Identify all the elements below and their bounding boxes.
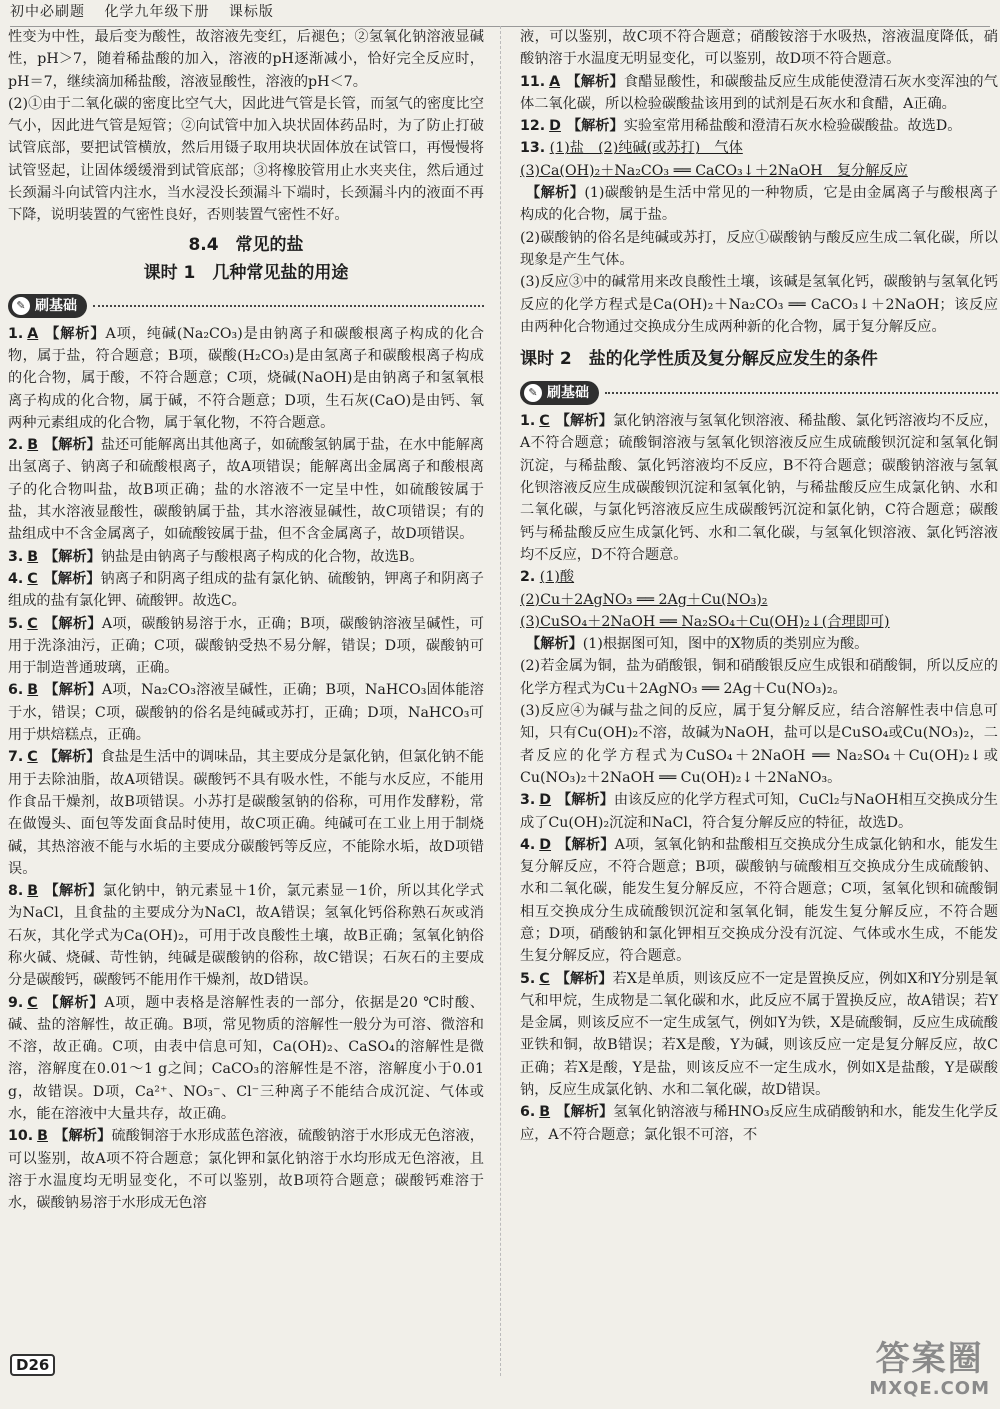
answer-letter: D	[549, 118, 561, 135]
analysis-tag: 【解析】	[44, 883, 103, 900]
answer-list	[520, 410, 998, 566]
analysis-tag: 【解析】	[566, 73, 624, 90]
answer-line: (3)CuSO₄＋2NaOH ══ Na₂SO₄＋Cu(OH)₂↓(合理即可)	[520, 613, 890, 630]
analysis-text: 氢氧化钠溶液与稀HNO₃反应生成硝酸钠和水，能发生化学反应，A不符合题意；氯化银不可溶，不	[520, 1104, 998, 1143]
answer-line: (2)Cu＋2AgNO₃ ══ 2Ag＋Cu(NO₃)₂	[520, 591, 768, 608]
analysis-tag: 【解析】	[43, 749, 101, 766]
answer-item	[520, 789, 998, 834]
question-number: 13.	[520, 140, 546, 157]
analysis-tag: 【解析】	[526, 636, 583, 653]
analysis-text: 盐还可能解离出其他离子，如硫酸氢钠属于盐，在水中能解离出氢离子、钠离子和硫酸根离子，故A项错误；能解离出金属离子和酸根离子的化合物叫盐，故B项正确；盐的水溶液不一定呈中性，如硫酸铵属于盐，其水溶液显酸性，碳酸钠属于盐，其水溶液显碱性，故C项错误；有的盐组成中不含金属离子，如硫酸铵属于盐，但不含金属离子，故D项错误。	[8, 437, 484, 543]
question-number: 7.	[8, 749, 24, 766]
pencil-icon: ✎	[12, 297, 30, 315]
answer-item	[8, 323, 484, 434]
analysis-text: (3)反应③中的碱常用来改良酸性土壤，该碱是氢氧化钙，碳酸钠与氢氧化钙反应的化学方程式是Ca(OH)₂＋Na₂CO₃ ══ CaCO₃↓＋2NaOH；该反应由两种化合物通过交换成分生成两种新的化合物，属于复分解反应。	[520, 274, 998, 335]
answer-item	[520, 115, 998, 137]
lesson-title: 课时 2 盐的化学性质及复分解反应发生的条件	[520, 349, 878, 370]
question-number: 3.	[8, 548, 24, 565]
answer-letter: C	[27, 615, 38, 632]
answer-item	[520, 1101, 998, 1146]
answer-item	[8, 880, 484, 991]
intro-paragraph: 性变为中性，最后变为酸性，故溶液先变红，后褪色；②氢氧化钠溶液显碱性，pH＞7，随着稀盐酸的加入，溶液的pH逐渐减小，恰好完全反应时，pH＝7，继续滴加稀盐酸，溶液显酸性，溶液的pH＜7。	[8, 29, 484, 90]
answer-item	[8, 1125, 484, 1214]
question-number: 1.	[520, 413, 536, 430]
answer-letter: C	[27, 570, 38, 587]
analysis-tag: 【解析】	[566, 118, 624, 135]
answer-list	[520, 789, 998, 1146]
answer-list	[520, 71, 998, 138]
analysis-text: 若X是单质，则该反应不一定是置换反应，例如X和Y分别是氧气和甲烷，生成物是二氧化碳和水，此反应不属于置换反应，故A错误；若Y是金属，则该反应不一定生成氢气，例如Y为铁，X是硫酸铜，反应生成硫酸亚铁和铜，故B错误；若X是酸，Y为碱，则该反应一定是复分解反应，故C正确；若X是酸，Y是盐，则该反应不一定生成水，例如X是盐酸，Y是碳酸钠，反应生成氯化钠、水和二氧化碳，故D错误。	[520, 970, 998, 1099]
question-number: 2.	[520, 569, 536, 586]
page-header	[10, 0, 990, 27]
answer-item	[8, 679, 484, 746]
analysis-text: A项，碳酸钠易溶于水，正确；B项，碳酸钠溶液呈碱性，可用于洗涤油污，正确；C项，碳酸钠受热不易分解，错误；D项，碳酸钠可用于制造普通玻璃，正确。	[8, 615, 484, 677]
analysis-tag: 【解析】	[43, 570, 101, 587]
answer-item	[8, 746, 484, 880]
answer-item	[8, 568, 484, 613]
intro-paragraph: 液，可以鉴别，故C项不符合题意；硝酸铵溶于水吸热，溶液温度降低，硝酸钠溶于水温度无明显变化，可以鉴别，故D项不符合题意。	[520, 29, 998, 68]
answer-letter: C	[27, 749, 38, 766]
practice-badge-row	[8, 291, 484, 321]
analysis-text: 硫酸铜溶于水形成蓝色溶液，硫酸钠溶于水形成无色溶液，可以鉴别，故A项不符合题意；氯化钾和氯化钠溶于水均形成无色溶液，且溶于水温度均无明显变化，不可以鉴别，故B项符合题意；碳酸钙难溶于水，碳酸钠易溶于水形成无色溶	[8, 1128, 484, 1212]
page-number: D26	[10, 1354, 55, 1376]
watermark-text: 答案圈	[875, 1339, 984, 1379]
dotted-rule	[605, 392, 998, 394]
question-number: 4.	[520, 836, 536, 853]
answer-letter: B	[37, 1128, 48, 1145]
analysis-text: (3)反应④为碱与盐之间的反应，属于复分解反应，结合溶解性表中信息可知，只有Cu(OH)₂不溶，故碱为NaOH，盐可以是CuSO₄或Cu(NO₃)₂，二者反应的化学方程式为CuSO₄＋2NaOH ══ Na₂SO₄＋Cu(OH)₂↓或Cu(NO₃)₂＋2NaOH ══ Cu(OH)₂↓＋2NaNO₃。	[520, 703, 998, 786]
column-divider	[500, 26, 501, 1376]
dotted-rule	[93, 305, 484, 307]
left-column	[8, 26, 484, 1215]
badge-label: 刷基础	[547, 385, 589, 401]
answer-letter: C	[539, 970, 550, 987]
answer-letter: B	[539, 1104, 551, 1121]
analysis-tag: 【解析】	[44, 437, 101, 454]
answer-item	[8, 613, 484, 680]
question-number: 11.	[520, 73, 546, 90]
practice-badge-row	[520, 378, 998, 408]
analysis-text: (1)碳酸钠是生活中常见的一种物质，它是由金属离子与酸根离子构成的化合物，属于盐。	[520, 185, 998, 224]
analysis-text: 食盐是生活中的调味品，其主要成分是氯化钠，但氯化钠不能用于去除油脂，故A项错误。碳酸钙不具有吸水性，不能与水反应，不能用作食品干燥剂，故B项错误。小苏打是碳酸氢钠的俗称，可用作发酵粉，常在做馒头、面包等发面食品时使用，故C项正确。纯碱可在工业上用于制烧碱，其热溶液不能与水垢的主要成分碳酸钙等反应，不能除水垢，故D项错误。	[8, 749, 484, 877]
answer-letter: D	[539, 792, 552, 809]
analysis-text: 氯化钠中，钠元素显＋1价，氯元素显－1价，所以其化学式为NaCl，且食盐的主要成分为NaCl，故A错误；氢氧化钙俗称熟石灰或消石灰，其化学式为Ca(OH)₂，可用于改良酸性土壤，故B正确；氢氧化钠俗称火碱、烧碱、苛性钠，纯碱是碳酸钠的俗称，故C错误；石灰石的主要成分是碳酸钙，碳酸钙不能用作干燥剂，故D错误。	[8, 883, 484, 989]
question-number: 2.	[8, 437, 24, 454]
lesson-title: 课时 1 几种常见盐的用途	[143, 262, 349, 283]
analysis-text: (2)碳酸钠的俗名是纯碱或苏打，反应①碳酸钠与酸反应生成二氧化碳，所以现象是产生气体。	[520, 229, 998, 268]
answer-item	[520, 834, 998, 968]
question-number: 1.	[8, 325, 24, 342]
badge-label: 刷基础	[35, 297, 77, 314]
question-number: 10.	[8, 1128, 34, 1145]
answer-line: (1)盐 (2)纯碱(或苏打) 气体	[549, 140, 743, 157]
analysis-text: A项，纯碱(Na₂CO₃)是由钠离子和碳酸根离子构成的化合物，属于盐，符合题意；B项，碳酸(H₂CO₃)是由氢离子和碳酸根离子构成的化合物，属于酸，不符合题意；C项，烧碱(NaOH)是由钠离子和氢氧根离子构成的化合物，属于碱，不符合题意；D项，生石灰(CaO)是由钙、氧两种元素组成的化合物，属于氧化物，不符合题意。	[8, 325, 484, 431]
question-number: 6.	[8, 682, 24, 699]
analysis-text: A项，题中表格是溶解性表的一部分，依据是20 ℃时酸、碱、盐的溶解性，故正确。B项，常见物质的溶解性一般分为可溶、微溶和不溶，故正确。C项，由表中信息可知，Ca(OH)₂、CaSO₄的溶解性是微溶，溶解度在0.01～1 g之间；CaCO₃的溶解性是不溶，溶解度小于0.01 g，故错误。D项，Ca²⁺、NO₃⁻、Cl⁻三种离子不能结合成沉淀、气体或水，能在溶液中大量共存，故正确。	[8, 994, 484, 1123]
analysis-tag: 【解析】	[526, 185, 585, 202]
analysis-text: 由该反应的化学方程式可知，CuCl₂与NaOH相互交换成分生成了Cu(OH)₂沉淀和NaCl，符合复分解反应的特征，故选D。	[520, 792, 998, 831]
answer-item-13	[520, 137, 998, 338]
section-title: 8.4 常见的盐	[188, 234, 304, 255]
question-number: 5.	[520, 970, 536, 987]
answer-line: (1)酸	[539, 569, 575, 586]
answer-letter: B	[27, 682, 39, 699]
intro-paragraph: (2)①由于二氧化碳的密度比空气大，因此进气管是长管，而氢气的密度比空气小，因此进气管是短管；②向试管中加入块状固体药品时，为了防止打破试管底部，要把试管横放，然后用镊子取用块状固体放在试管口，再慢慢将试管竖起，让固体缓缓滑到试管底部；③将橡胶管用止水夹夹住，然后通过长颈漏斗向试管内注水，当水浸没长颈漏斗下端时，长颈漏斗内的液面不再下降，说明装置的气密性良好，否则装置气密性不好。	[8, 95, 484, 224]
analysis-tag: 【解析】	[557, 792, 614, 809]
answer-letter: B	[27, 883, 39, 900]
analysis-text: (2)若金属为铜，盐为硝酸银，铜和硝酸银反应生成银和硝酸铜，所以反应的化学方程式为Cu＋2AgNO₃ ══ 2Ag＋Cu(NO₃)₂。	[520, 658, 998, 697]
pencil-icon: ✎	[524, 384, 542, 402]
answer-item	[8, 434, 484, 545]
answer-letter: A	[27, 325, 39, 342]
answer-item	[520, 968, 998, 1102]
analysis-text: (1)根据图可知，图中的X物质的类别应为酸。	[582, 636, 869, 653]
analysis-text: 氯化钠溶液与氢氧化钡溶液、稀盐酸、氯化钙溶液均不反应，A不符合题意；硫酸铜溶液与氢氧化钡溶液反应生成硫酸钡沉淀和氢氧化铜沉淀，与稀盐酸、氯化钙溶液均不反应，B不符合题意；碳酸钠溶液与氢氧化钡溶液反应生成碳酸钡沉淀和氢氧化钠，与稀盐酸反应生成氯化钠、水和二氧化碳，与氯化钙溶液反应生成碳酸钙沉淀和氯化钠，C符合题意；碳酸钙与稀盐酸反应生成氯化钙、水和二氧化碳，与氢氧化钡溶液、氯化钙溶液均不反应，D不符合题意。	[520, 413, 998, 563]
watermark-url: MXQE.COM	[869, 1378, 990, 1399]
question-number: 9.	[8, 994, 24, 1011]
analysis-tag: 【解析】	[555, 413, 613, 430]
book-title: 初中必刷题	[10, 4, 85, 20]
analysis-tag: 【解析】	[556, 1104, 614, 1121]
answer-item	[8, 546, 484, 568]
answer-line: (3)Ca(OH)₂＋Na₂CO₃ ══ CaCO₃↓＋2NaOH 复分解反应	[520, 162, 908, 179]
question-number: 6.	[520, 1104, 536, 1121]
answer-item-2	[520, 566, 998, 789]
analysis-tag: 【解析】	[555, 970, 613, 987]
answer-letter: C	[539, 413, 550, 430]
analysis-text: A项，Na₂CO₃溶液呈碱性，正确；B项，NaHCO₃固体能溶于水，错误；C项，碳酸钠的俗名是纯碱或苏打，正确；D项，NaHCO₃可用于烘焙糕点，正确。	[8, 682, 484, 744]
question-number: 8.	[8, 883, 24, 900]
analysis-tag: 【解析】	[53, 1128, 112, 1145]
analysis-text: 食醋显酸性，和碳酸盐反应生成能使澄清石灰水变浑浊的气体二氧化碳，所以检验碳酸盐该用到的试剂是石灰水和食醋，A正确。	[520, 73, 998, 112]
analysis-text: A项，氢氧化钠和盐酸相互交换成分生成氯化钠和水，能发生复分解反应，不符合题意；B项，碳酸钠与硫酸相互交换成分生成硫酸钠、水和二氧化碳，能发生复分解反应，不符合题意；C项，氢氧化钡和硫酸铜相互交换成分生成硫酸钡沉淀和氢氧化铜，能发生复分解反应，不符合题意；D项，硝酸钠和氯化钾相互交换成分没有沉淀、气体或水生成，不能发生复分解反应，符合题意。	[520, 836, 998, 965]
answer-letter: B	[27, 437, 39, 454]
answer-list	[8, 323, 484, 1215]
answer-item	[520, 71, 998, 116]
answer-letter: D	[539, 836, 552, 853]
analysis-tag: 【解析】	[44, 325, 106, 342]
answer-letter: B	[27, 548, 39, 565]
analysis-text: 钠盐是由钠离子与酸根离子构成的化合物，故选B。	[100, 548, 424, 565]
answer-letter: C	[27, 994, 38, 1011]
answer-item	[8, 992, 484, 1126]
analysis-tag: 【解析】	[43, 994, 105, 1011]
analysis-tag: 【解析】	[43, 615, 102, 632]
subject-title: 化学九年级下册	[104, 4, 210, 20]
watermark-logo	[869, 1340, 990, 1399]
analysis-text: 实验室常用稀盐酸和澄清石灰水检验碳酸盐。故选D。	[623, 118, 962, 135]
question-number: 12.	[520, 118, 546, 135]
analysis-tag: 【解析】	[44, 682, 102, 699]
edition-label: 课标版	[228, 4, 274, 20]
analysis-tag: 【解析】	[44, 548, 101, 565]
right-column	[520, 26, 998, 1146]
answer-item	[520, 410, 998, 566]
question-number: 5.	[8, 615, 24, 632]
question-number: 4.	[8, 570, 24, 587]
answer-letter: A	[549, 73, 561, 90]
analysis-tag: 【解析】	[557, 836, 615, 853]
question-number: 3.	[520, 792, 536, 809]
analysis-text: 钠离子和阴离子组成的盐有氯化钠、硫酸钠，钾离子和阴离子组成的盐有氯化钾、硫酸钾。故选C。	[8, 570, 484, 610]
practice-badge	[520, 381, 599, 405]
practice-badge	[8, 294, 87, 318]
